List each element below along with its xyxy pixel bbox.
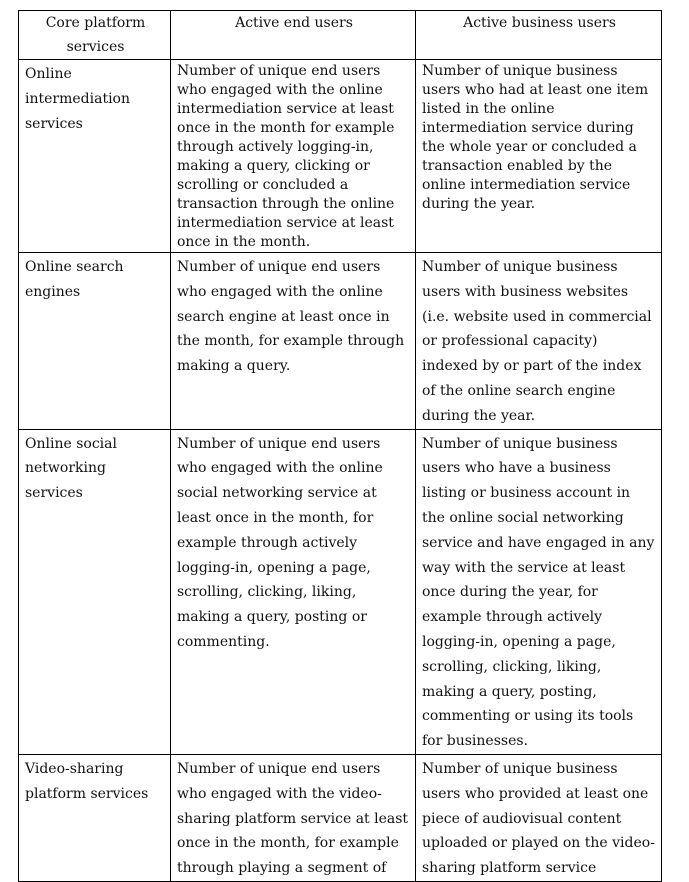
business-users-definition: Number of unique business users who had at least one item listed in the online intermediation service during the whole year or concluded a transaction enabled by the online intermediation service during the year.: [416, 60, 662, 253]
table-row: [19, 60, 662, 253]
services-table: [18, 10, 662, 882]
table-row: [19, 429, 662, 754]
end-users-definition: Number of unique end users who engaged with the online intermediation service at least once in the month for example through actively logging-in, making a query, clicking or scrolling or concluded a transaction through the online intermediation service at least once in the month.: [171, 60, 416, 253]
table-row: [19, 754, 662, 881]
header-row: [19, 11, 662, 60]
header-active-end-users: Active end users: [171, 11, 416, 60]
header-core-platform-services: Core platform services: [19, 11, 171, 60]
end-users-definition: Number of unique end users who engaged with the online search engine at least once in the month, for example through making a query.: [171, 253, 416, 430]
service-name: Online social networking services: [19, 429, 171, 754]
service-name: Online search engines: [19, 253, 171, 430]
business-users-definition: Number of unique business users who have a business listing or business account in the online social networking service and have engaged in any way with the service at least once during the year, for example through actively logging-in, opening a page, scrolling, clicking, liking, making a query, posting, commenting or using its tools for businesses.: [416, 429, 662, 754]
service-name: Video-sharing platform services: [19, 754, 171, 881]
table-row: [19, 253, 662, 430]
service-name: Online intermediation services: [19, 60, 171, 253]
header-active-business-users: Active business users: [416, 11, 662, 60]
business-users-definition: Number of unique business users with business websites (i.e. website used in commercial or professional capacity) indexed by or part of the index of the online search engine during the year.: [416, 253, 662, 430]
end-users-definition: Number of unique end users who engaged with the video-sharing platform service at least once in the month, for example through playing a segment of: [171, 754, 416, 881]
business-users-definition: Number of unique business users who provided at least one piece of audiovisual content uploaded or played on the video-sharing platform service: [416, 754, 662, 881]
end-users-definition: Number of unique end users who engaged with the online social networking service at least once in the month, for example through actively logging-in, opening a page, scrolling, clicking, liking, making a query, posting or commenting.: [171, 429, 416, 754]
